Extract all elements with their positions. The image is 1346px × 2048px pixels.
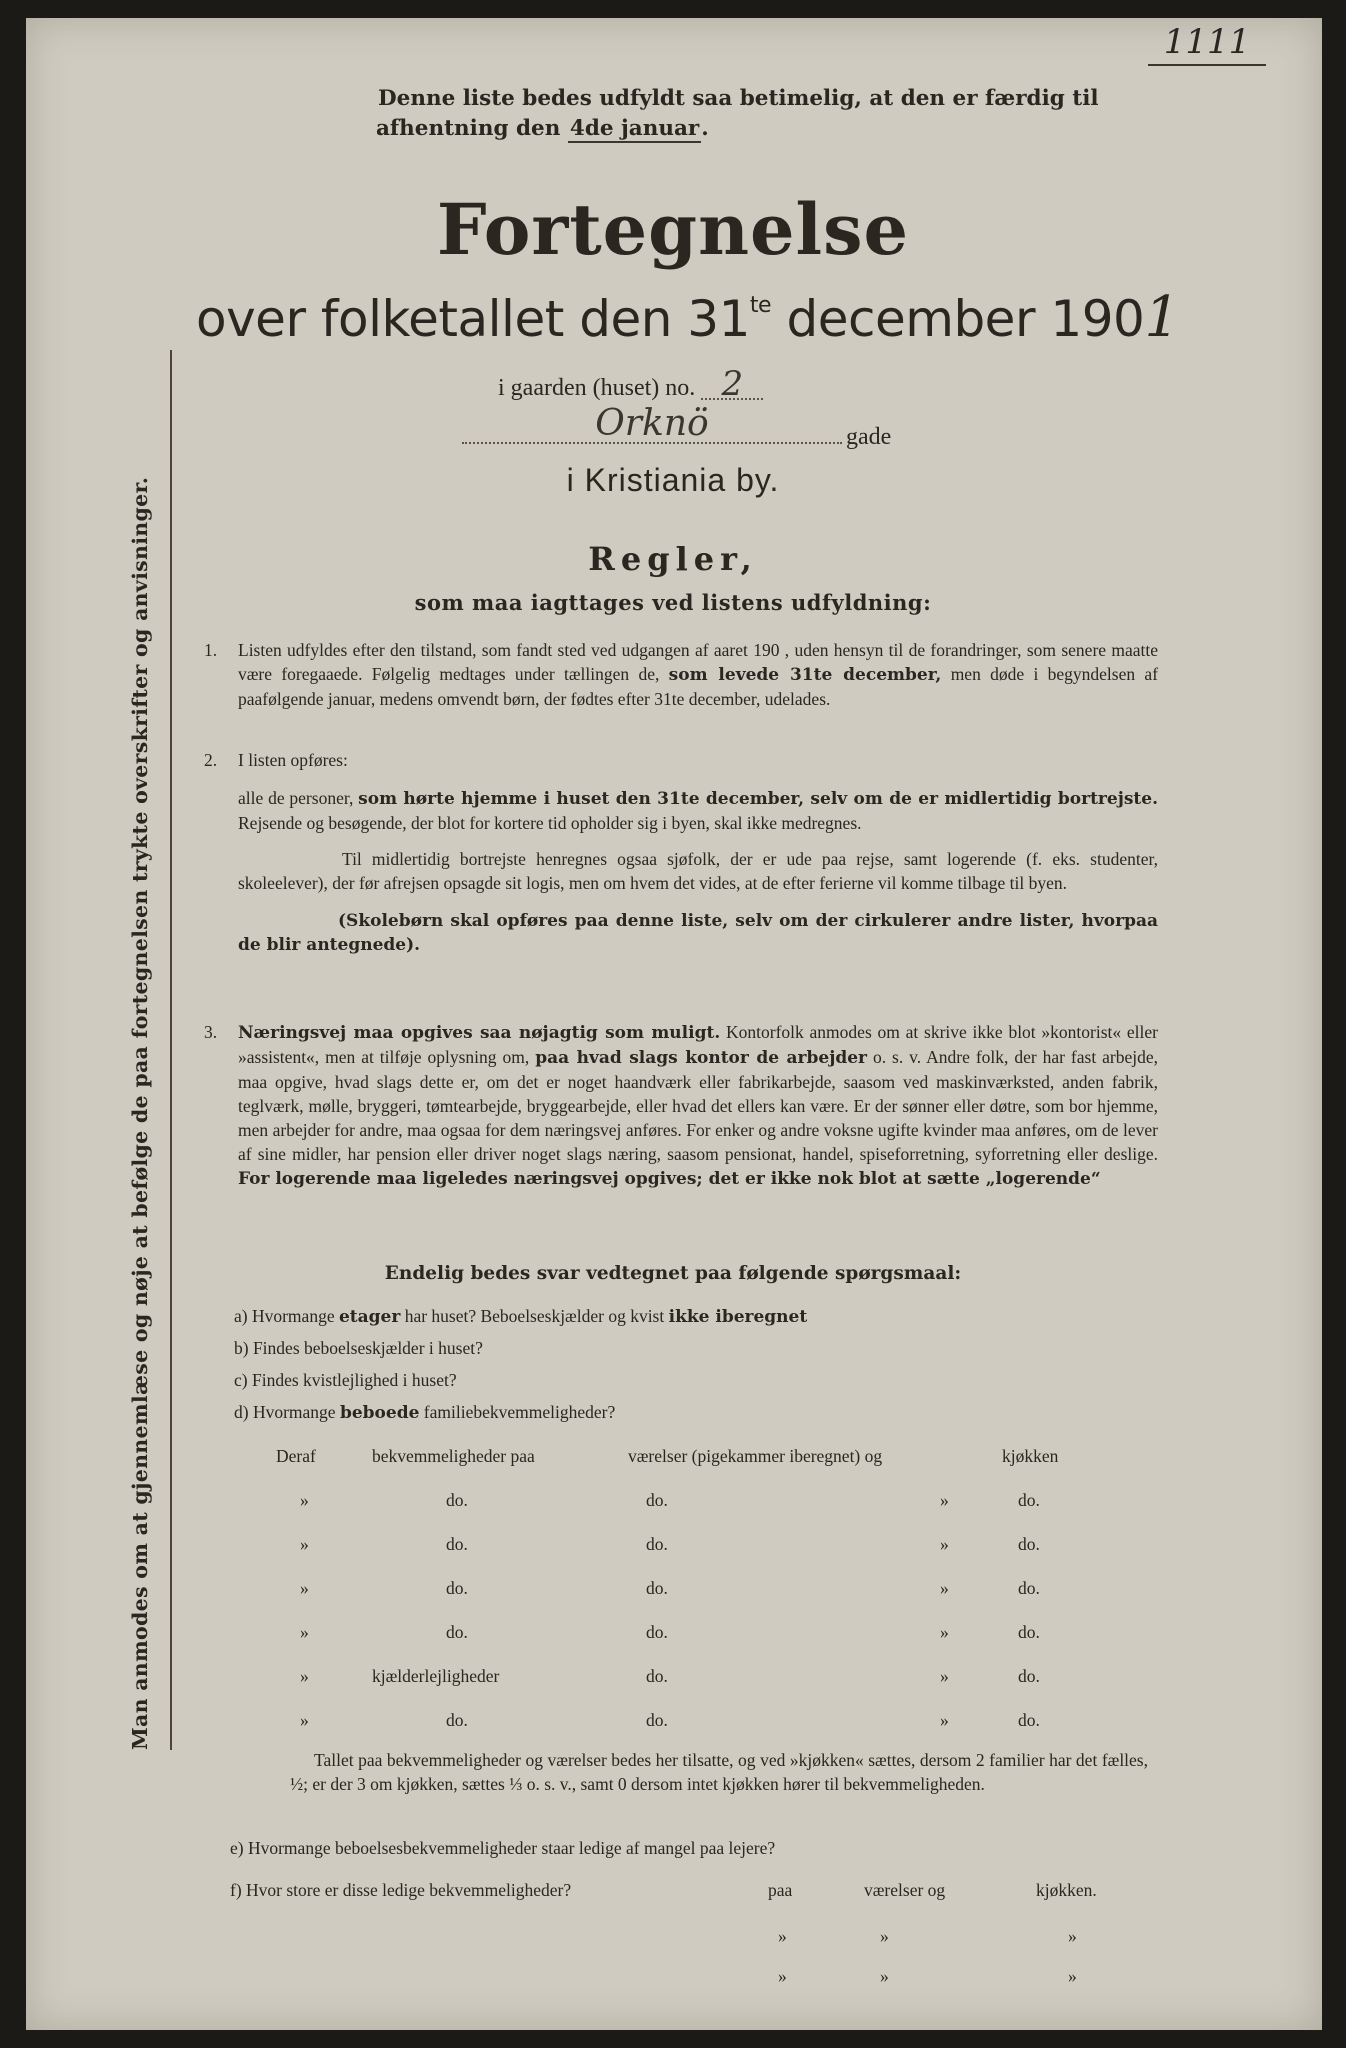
question-a-bold-2: ikke iberegnet [668,1307,808,1327]
row-mark: » [300,1490,309,1510]
row-mark-2: » [940,1666,949,1686]
intro-date: 4de januar [569,116,700,141]
question-e: e) Hvormange beboelsesbekvemmeligheder staar ledige af mangel paa lejere? [230,1838,776,1858]
question-d-bold: beboede [339,1403,420,1423]
intro-text [378,84,1099,144]
question-f-mark: » [778,1926,787,1946]
row-bekvem: do. [446,1710,468,1730]
table-head-bekvem: bekvemmeligheder paa [372,1446,535,1466]
row-mark-2: » [940,1710,949,1730]
row-mark: » [300,1578,309,1598]
intro-line-2: afhentning den 4de januar. [376,116,709,141]
row-mark-2: » [940,1578,949,1598]
row-kjokken: do. [1018,1622,1040,1642]
question-d-suffix: familiebekvemmeligheder? [423,1402,616,1422]
table-head-vaerelser: værelser (pigekammer iberegnet) og [628,1446,883,1466]
question-f-mark: » [1068,1966,1077,1986]
rule-2-text-a: alle de personer, [238,788,354,808]
row-vaerelser: do. [646,1622,668,1642]
question-f: f) Hvor store er disse ledige bekvemmeligheder? [230,1880,572,1900]
rule-3-bold-a: Næringsvej maa opgives saa nøjagtig som muligt. [238,1023,721,1043]
question-f-vaerelser: værelser og [864,1880,946,1900]
intro-line-1: Denne liste bedes udfyldt saa betimelig, at den er færdig til [378,86,1099,111]
street-name: Orknö [462,412,842,444]
rules-heading: Regler, [588,540,758,578]
intro-prefix: afhentning den [376,116,561,141]
row-mark: » [300,1534,309,1554]
rule-2-head: I listen opføres: [238,750,348,770]
year-handwritten: 1 [1144,285,1180,350]
question-f-paa: paa [768,1880,793,1900]
row-mark: » [300,1710,309,1730]
questions-heading: Endelig bedes svar vedtegnet paa følgende spørgsmaal: [384,1263,962,1284]
question-a-mid: har huset? Beboelseskjælder og kvist [404,1306,665,1326]
row-kjokken: do. [1018,1578,1040,1598]
rule-1 [204,638,1158,711]
question-f-mark: » [1068,1926,1077,1946]
row-mark-2: » [940,1622,949,1642]
question-f-kjokken: kjøkken. [1036,1880,1097,1900]
page-subtitle [196,285,1179,350]
rule-2 [204,748,1158,957]
row-bekvem: do. [446,1490,468,1510]
rule-2-para-2: Til midlertidig bortrejste henregnes ogsaa sjøfolk, der er ude paa rejse, samt logerende (f. eks. studenter, skoleelever), der før afrejsen opsagde sit logis, men om hvem det vides, at de efter ferierne vil komme tilbage til byen. [238,849,1158,893]
archive-mark: 1111 [1148,22,1266,66]
row-vaerelser: do. [646,1710,668,1730]
subtitle-prefix: over folketallet den 31 [196,290,750,348]
rule-3 [204,1020,1158,1191]
row-mark: » [300,1622,309,1642]
table-head-deraf: Deraf [276,1446,316,1466]
rule-2-text-b: Rejsende og besøgende, der blot for kortere tid opholder sig i byen, skal ikke medregnes. [238,813,862,833]
question-f-mark: » [880,1926,889,1946]
row-vaerelser: do. [646,1666,668,1686]
rule-1-number: 1. [204,640,218,660]
rule-3-text-a: Kontorfolk anmodes om at skrive ikke blot »kontorist« eller »assistent«, men at tilføje oplysning om, [238,1022,1158,1067]
row-vaerelser: do. [646,1578,668,1598]
question-f-mark: » [880,1966,889,1986]
side-instruction: Man anmodes om at gjennemlæse og nøje at befølge de paa fortegnelsen trykte overskrifter og anvisninger. [128,476,152,1750]
table-head-kjokken: kjøkken [1002,1446,1059,1466]
rules-subheading: som maa iagttages ved listens udfyldning: [414,590,932,615]
rule-1-text-a: Listen udfyldes efter den tilstand, som fandt sted ved udgangen af aaret 190 , uden hensyn til de forandringer, som senere maatte være foregaaede. Følgelig medtages under tællingen de, [238,640,1158,684]
rule-3-text-b: o. s. v. Andre folk, der har fast arbejde, maa opgive, hvad slags dette er, om det er noget haandværk eller fabrikarbejde, saasom ved maskinværksted, anden fabrik, teglværk, mølle, bryggeri, tømtearbejde, bryggearbejde, eller hvad det ellers kan være. Er der sønner eller døtre, som bor hjemme, men arbejder for andre, maa ogsaa for dem næringsvej anføres. For enker og andre voksne ugifte kvinder maa anføres, om de lever af sine midler, har pension eller driver noget slags næring, saasom pensionat, handel, spiseforretning, syforretning eller deslige. [238,1047,1158,1164]
page-title: Fortegnelse [436,188,910,271]
question-f-mark: » [778,1966,787,1986]
gade-label: gade [846,424,892,450]
question-a-prefix: a) Hvormange [234,1306,335,1326]
gaard-number: 2 [701,370,763,400]
subtitle-suffix: december 190 [786,290,1145,348]
row-bekvem: do. [446,1622,468,1642]
rule-3-bold-c: For logerende maa ligeledes næringsvej opgives; det er ikke nok blot at sætte „logerende“ [238,1169,1101,1189]
row-mark-2: » [940,1490,949,1510]
row-vaerelser: do. [646,1534,668,1554]
row-bekvem: do. [446,1578,468,1598]
row-kjokken: do. [1018,1666,1040,1686]
rule-3-bold-b: paa hvad slags kontor de arbejder [535,1048,868,1068]
question-b: b) Findes beboelseskjælder i huset? [234,1338,483,1358]
row-vaerelser: do. [646,1490,668,1510]
rule-2-bold: som hørte hjemme i huset den 31te december, selv om de er midlertidig bortrejste. [358,789,1159,809]
city-line: i Kristiania by. [566,462,780,498]
row-bekvem: kjælderlejligheder [372,1666,500,1686]
row-kjokken: do. [1018,1534,1040,1554]
gaard-label: i gaarden (huset) no. [498,375,696,401]
rule-1-bold: som levede 31te december, [668,665,942,685]
rule-3-number: 3. [204,1022,218,1042]
gaard-line [498,364,763,404]
row-mark-2: » [940,1534,949,1554]
question-d-prefix: d) Hvormange [234,1402,336,1422]
row-kjokken: do. [1018,1710,1040,1730]
rule-1-text-b: men døde i begyndelsen af paafølgende januar, medens omvendt børn, der fødtes efter 31te december, udelades. [238,664,1159,709]
question-d [234,1402,615,1423]
row-bekvem: do. [446,1534,468,1554]
question-a [234,1306,807,1327]
row-kjokken: do. [1018,1490,1040,1510]
row-mark: » [300,1666,309,1686]
question-a-bold-1: etager [338,1307,401,1327]
rule-2-number: 2. [204,750,218,770]
rule-2-para-3: (Skolebørn skal opføres paa denne liste, selv om der cirkulerer andre lister, hvorpaa de blir antegnede). [238,911,1158,955]
subtitle-sup: te [749,293,772,318]
footnote: Tallet paa bekvemmeligheder og værelser bedes her tilsatte, og ved »kjøkken« sættes, dersom 2 familier har det fælles, ½; er der 3 om kjøkken, sættes ⅓ o. s. v., samt 0 dersom intet kjøkken hører til bekvemmeligheden. [290,1750,1148,1794]
question-c: c) Findes kvistlejlighed i huset? [234,1370,457,1390]
